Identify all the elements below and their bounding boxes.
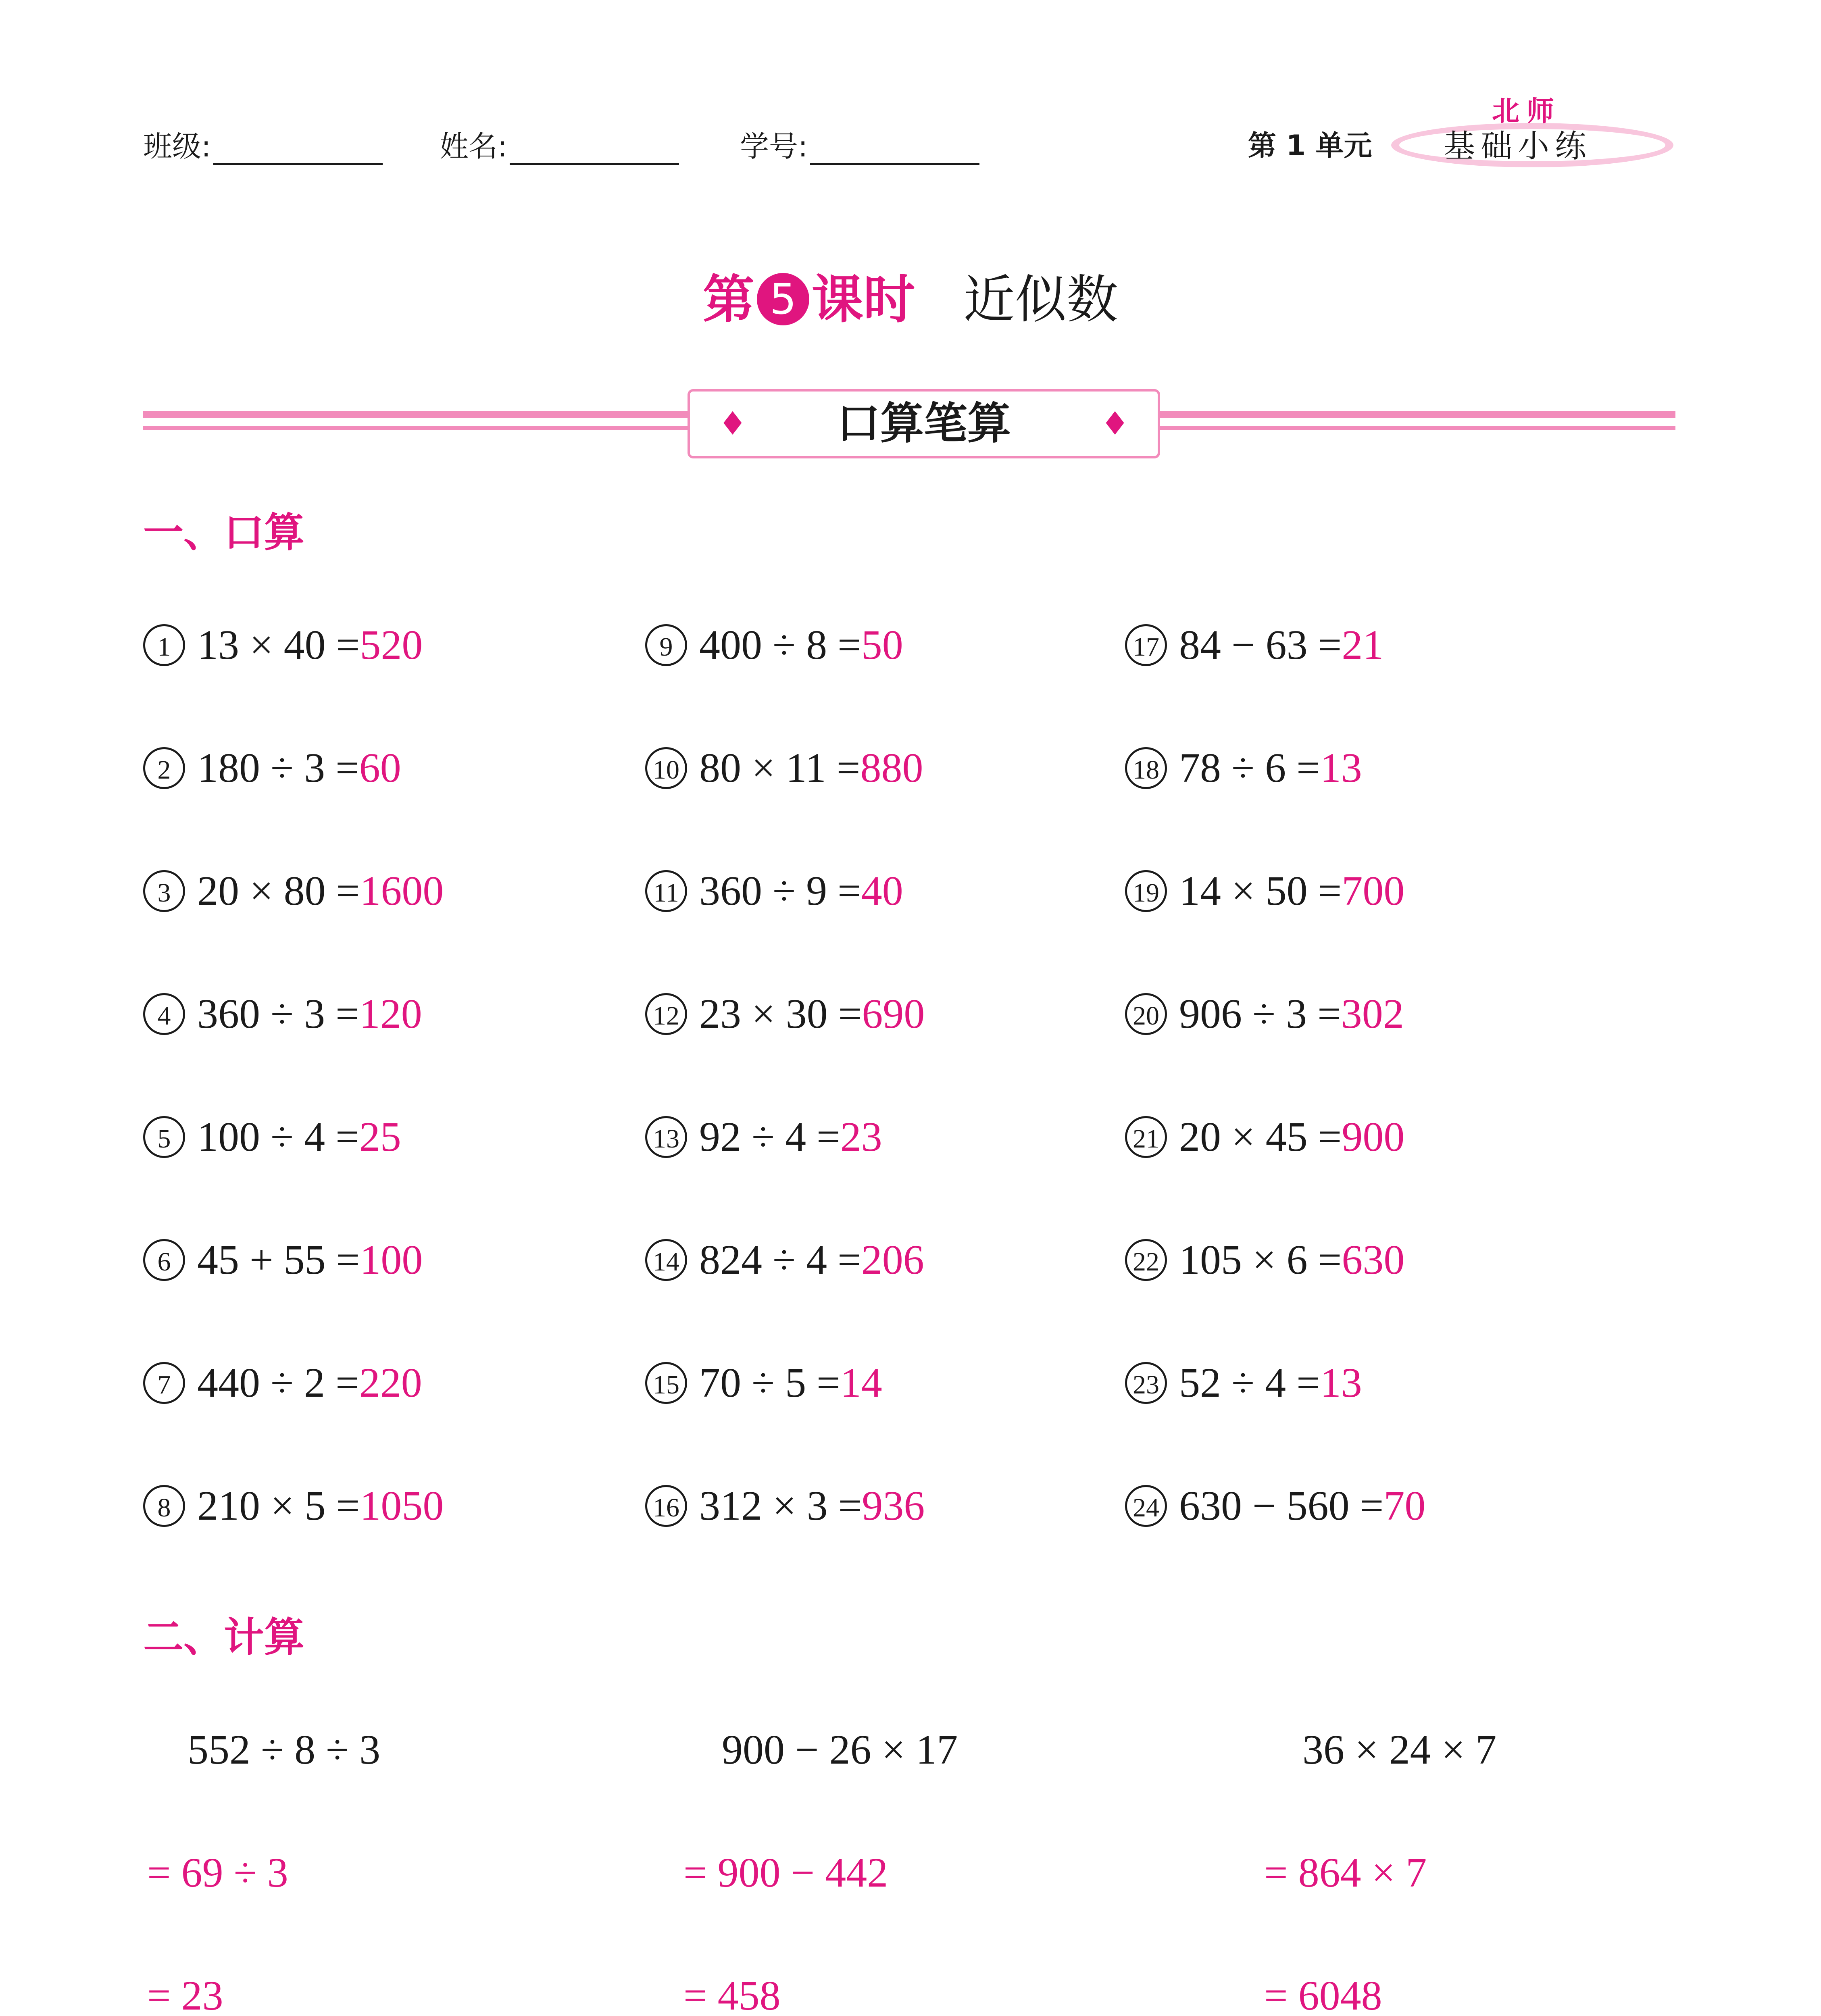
problem-item: 21 20 × 45 =900 [1125,1113,1404,1162]
problem-item: 19 14 × 50 =700 [1125,867,1404,916]
problem-item: 23 52 ÷ 4 =13 [1125,1359,1362,1408]
problem-item: 1 13 × 40 =520 [143,621,423,670]
problem-item: 24 630 − 560 =70 [1125,1482,1425,1531]
section-banner [688,389,1160,458]
title-prefix: 第 [702,270,754,330]
calc-step: = 69 ÷ 3 [147,1849,288,1896]
answer: 21 [1342,622,1384,668]
answer: 100 [360,1237,423,1283]
answer: 13 [1320,1360,1362,1406]
class-field[interactable] [143,123,383,165]
answer: 900 [1342,1114,1405,1160]
answer: 40 [861,868,903,914]
calc-expression: 900 − 26 × 17 [722,1727,958,1773]
section-heading-calc: 二、计算 [143,1614,304,1661]
answer: 14 [840,1360,882,1406]
diamond-icon: ♦ [718,405,747,442]
answer: 1600 [360,868,444,914]
unit-label: 第 1 单元 [1248,129,1372,162]
page-title [0,258,1821,332]
calc-result: = 23 [147,1972,223,2016]
name-field[interactable] [440,123,679,165]
banner-label: 口算笔算 [836,398,1011,449]
student-no-label: 学号: [740,129,808,163]
section-heading-mental: 一、口算 [143,509,304,556]
problem-item: 22 105 × 6 =630 [1125,1236,1404,1285]
answer: 302 [1341,991,1404,1037]
brand-main: 基础小练 [1444,128,1592,165]
answer: 70 [1383,1483,1426,1529]
calc-step: = 864 × 7 [1264,1849,1427,1896]
class-blank[interactable] [213,135,383,165]
name-blank[interactable] [510,135,679,165]
problem-item: 3 20 × 80 =1600 [143,867,444,916]
problem-item: 13 92 ÷ 4 =23 [645,1113,882,1162]
problem-item: 6 45 + 55 =100 [143,1236,423,1285]
calc-expression: 36 × 24 × 7 [1302,1727,1497,1773]
problem-item: 8 210 × 5 =1050 [143,1482,444,1531]
problem-item: 4 360 ÷ 3 =120 [143,990,422,1039]
title-suffix: 课时 [811,270,915,330]
problem-item: 14 824 ÷ 4 =206 [645,1236,924,1285]
problem-item: 10 80 × 11 =880 [645,744,923,793]
name-label: 姓名: [440,129,508,163]
answer: 25 [359,1114,401,1160]
answer: 120 [359,991,422,1037]
problem-item: 15 70 ÷ 5 =14 [645,1359,882,1408]
class-label: 班级: [143,129,211,163]
problem-item: 11 360 ÷ 9 =40 [645,867,903,916]
answer: 50 [861,622,903,668]
problem-item: 18 78 ÷ 6 =13 [1125,744,1362,793]
title-topic: 近似数 [963,270,1119,330]
student-no-blank[interactable] [810,135,979,165]
answer: 700 [1342,868,1405,914]
answer: 23 [840,1114,882,1160]
answer: 1050 [360,1483,444,1529]
problem-item: 17 84 − 63 =21 [1125,621,1383,670]
problem-item: 12 23 × 30 =690 [645,990,925,1039]
answer: 520 [360,622,423,668]
problem-item: 5 100 ÷ 4 =25 [143,1113,401,1162]
answer: 880 [860,745,923,791]
answer: 60 [359,745,401,791]
calc-result: = 6048 [1264,1972,1382,2016]
answer: 936 [862,1483,925,1529]
problem-item: 16 312 × 3 =936 [645,1482,925,1531]
answer: 630 [1342,1237,1405,1283]
lesson-number-badge: 5 [757,273,809,325]
problem-item: 20 906 ÷ 3 =302 [1125,990,1404,1039]
answer: 690 [862,991,925,1037]
problem-item: 9 400 ÷ 8 =50 [645,621,903,670]
answer: 220 [359,1360,422,1406]
answer: 13 [1320,745,1362,791]
calc-step: = 900 − 442 [683,1849,888,1896]
problem-item: 7 440 ÷ 2 =220 [143,1359,422,1408]
calc-result: = 458 [683,1972,781,2016]
calc-expression: 552 ÷ 8 ÷ 3 [188,1727,381,1773]
student-no-field[interactable] [740,123,979,165]
problem-item: 2 180 ÷ 3 =60 [143,744,401,793]
answer: 206 [861,1237,924,1283]
brand-top: 北师 [1492,96,1562,127]
diamond-icon: ♦ [1100,405,1129,442]
